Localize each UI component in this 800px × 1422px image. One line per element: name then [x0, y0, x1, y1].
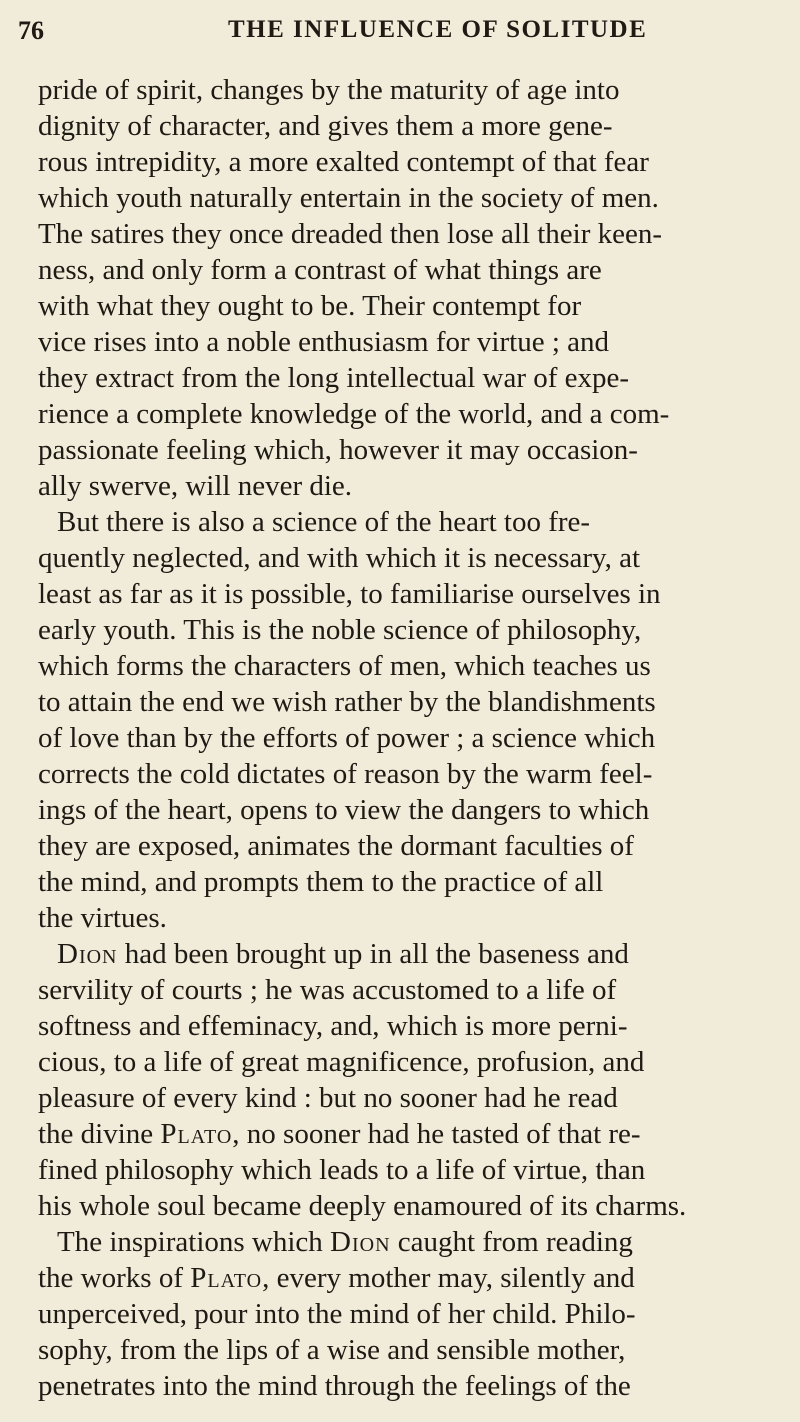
text-line: passionate feeling which, however it may occasion- [38, 434, 638, 466]
text-line: pleasure of every kind : but no sooner had he read [38, 1082, 618, 1114]
text-line: ally swerve, will never die. [38, 470, 353, 502]
text-line: least as far as it is possible, to familiarise ourselves in [38, 578, 661, 610]
text-line: with what they ought to be. Their contempt for [38, 290, 582, 322]
page-number: 76 [18, 16, 44, 45]
text-line: vice rises into a noble enthusiasm for virtue ; and [38, 326, 609, 358]
text-line: the mind, and prompts them to the practice of all [38, 866, 604, 898]
text-line: fined philosophy which leads to a life of virtue, than [38, 1154, 646, 1186]
name-plato: Plato [160, 1118, 233, 1150]
text-line: which youth naturally entertain in the society of men. [38, 182, 659, 214]
text-line: which forms the characters of men, which teaches us [38, 650, 651, 682]
text-line: ings of the heart, opens to view the dangers to which [38, 794, 650, 826]
text-line: ness, and only form a contrast of what things are [38, 254, 602, 286]
name-dion: Dion [57, 938, 118, 970]
text-line: quently neglected, and with which it is necessary, at [38, 542, 641, 574]
text-line: unperceived, pour into the mind of her child. Philo- [38, 1298, 636, 1330]
text-line: they extract from the long intellectual war of expe- [38, 362, 630, 394]
text-line: the virtues. [38, 902, 167, 934]
text-line: cious, to a life of great magnificence, profusion, and [38, 1046, 645, 1078]
text-line: servility of courts ; he was accustomed to a life of [38, 974, 617, 1006]
text-line: But there is also a science of the heart too fre- [57, 506, 591, 538]
text-line: they are exposed, animates the dormant faculties of [38, 830, 634, 862]
text-line: The satires they once dreaded then lose all their keen- [38, 218, 663, 250]
running-title: THE INFLUENCE OF SOLITUDE [228, 16, 648, 43]
text-line: corrects the cold dictates of reason by the warm feel- [38, 758, 653, 790]
text-line: his whole soul became deeply enamoured of its charms. [38, 1190, 687, 1222]
text-line: softness and effeminacy, and, which is more perni- [38, 1010, 628, 1042]
name-dion: Dion [330, 1226, 391, 1258]
text-line: sophy, from the lips of a wise and sensible mother, [38, 1334, 626, 1366]
text-line: The inspirations which Dion caught from reading [57, 1226, 633, 1258]
text-line: the divine Plato, no sooner had he tasted of that re- [38, 1118, 641, 1150]
text-line: dignity of character, and gives them a more gene- [38, 110, 613, 142]
name-plato: Plato [190, 1262, 263, 1294]
text-line: pride of spirit, changes by the maturity of age into [38, 74, 620, 106]
text-line: Dion had been brought up in all the baseness and [57, 938, 629, 970]
text-line: rience a complete knowledge of the world, and a com- [38, 398, 670, 430]
text-line: rous intrepidity, a more exalted contempt of that fear [38, 146, 649, 178]
text-line: penetrates into the mind through the feelings of the [38, 1370, 631, 1402]
text-line: of love than by the efforts of power ; a science which [38, 722, 656, 754]
page-header [0, 16, 800, 52]
text-line: to attain the end we wish rather by the blandishments [38, 686, 656, 718]
text-line: early youth. This is the noble science of philosophy, [38, 614, 642, 646]
text-line: the works of Plato, every mother may, silently and [38, 1262, 635, 1294]
